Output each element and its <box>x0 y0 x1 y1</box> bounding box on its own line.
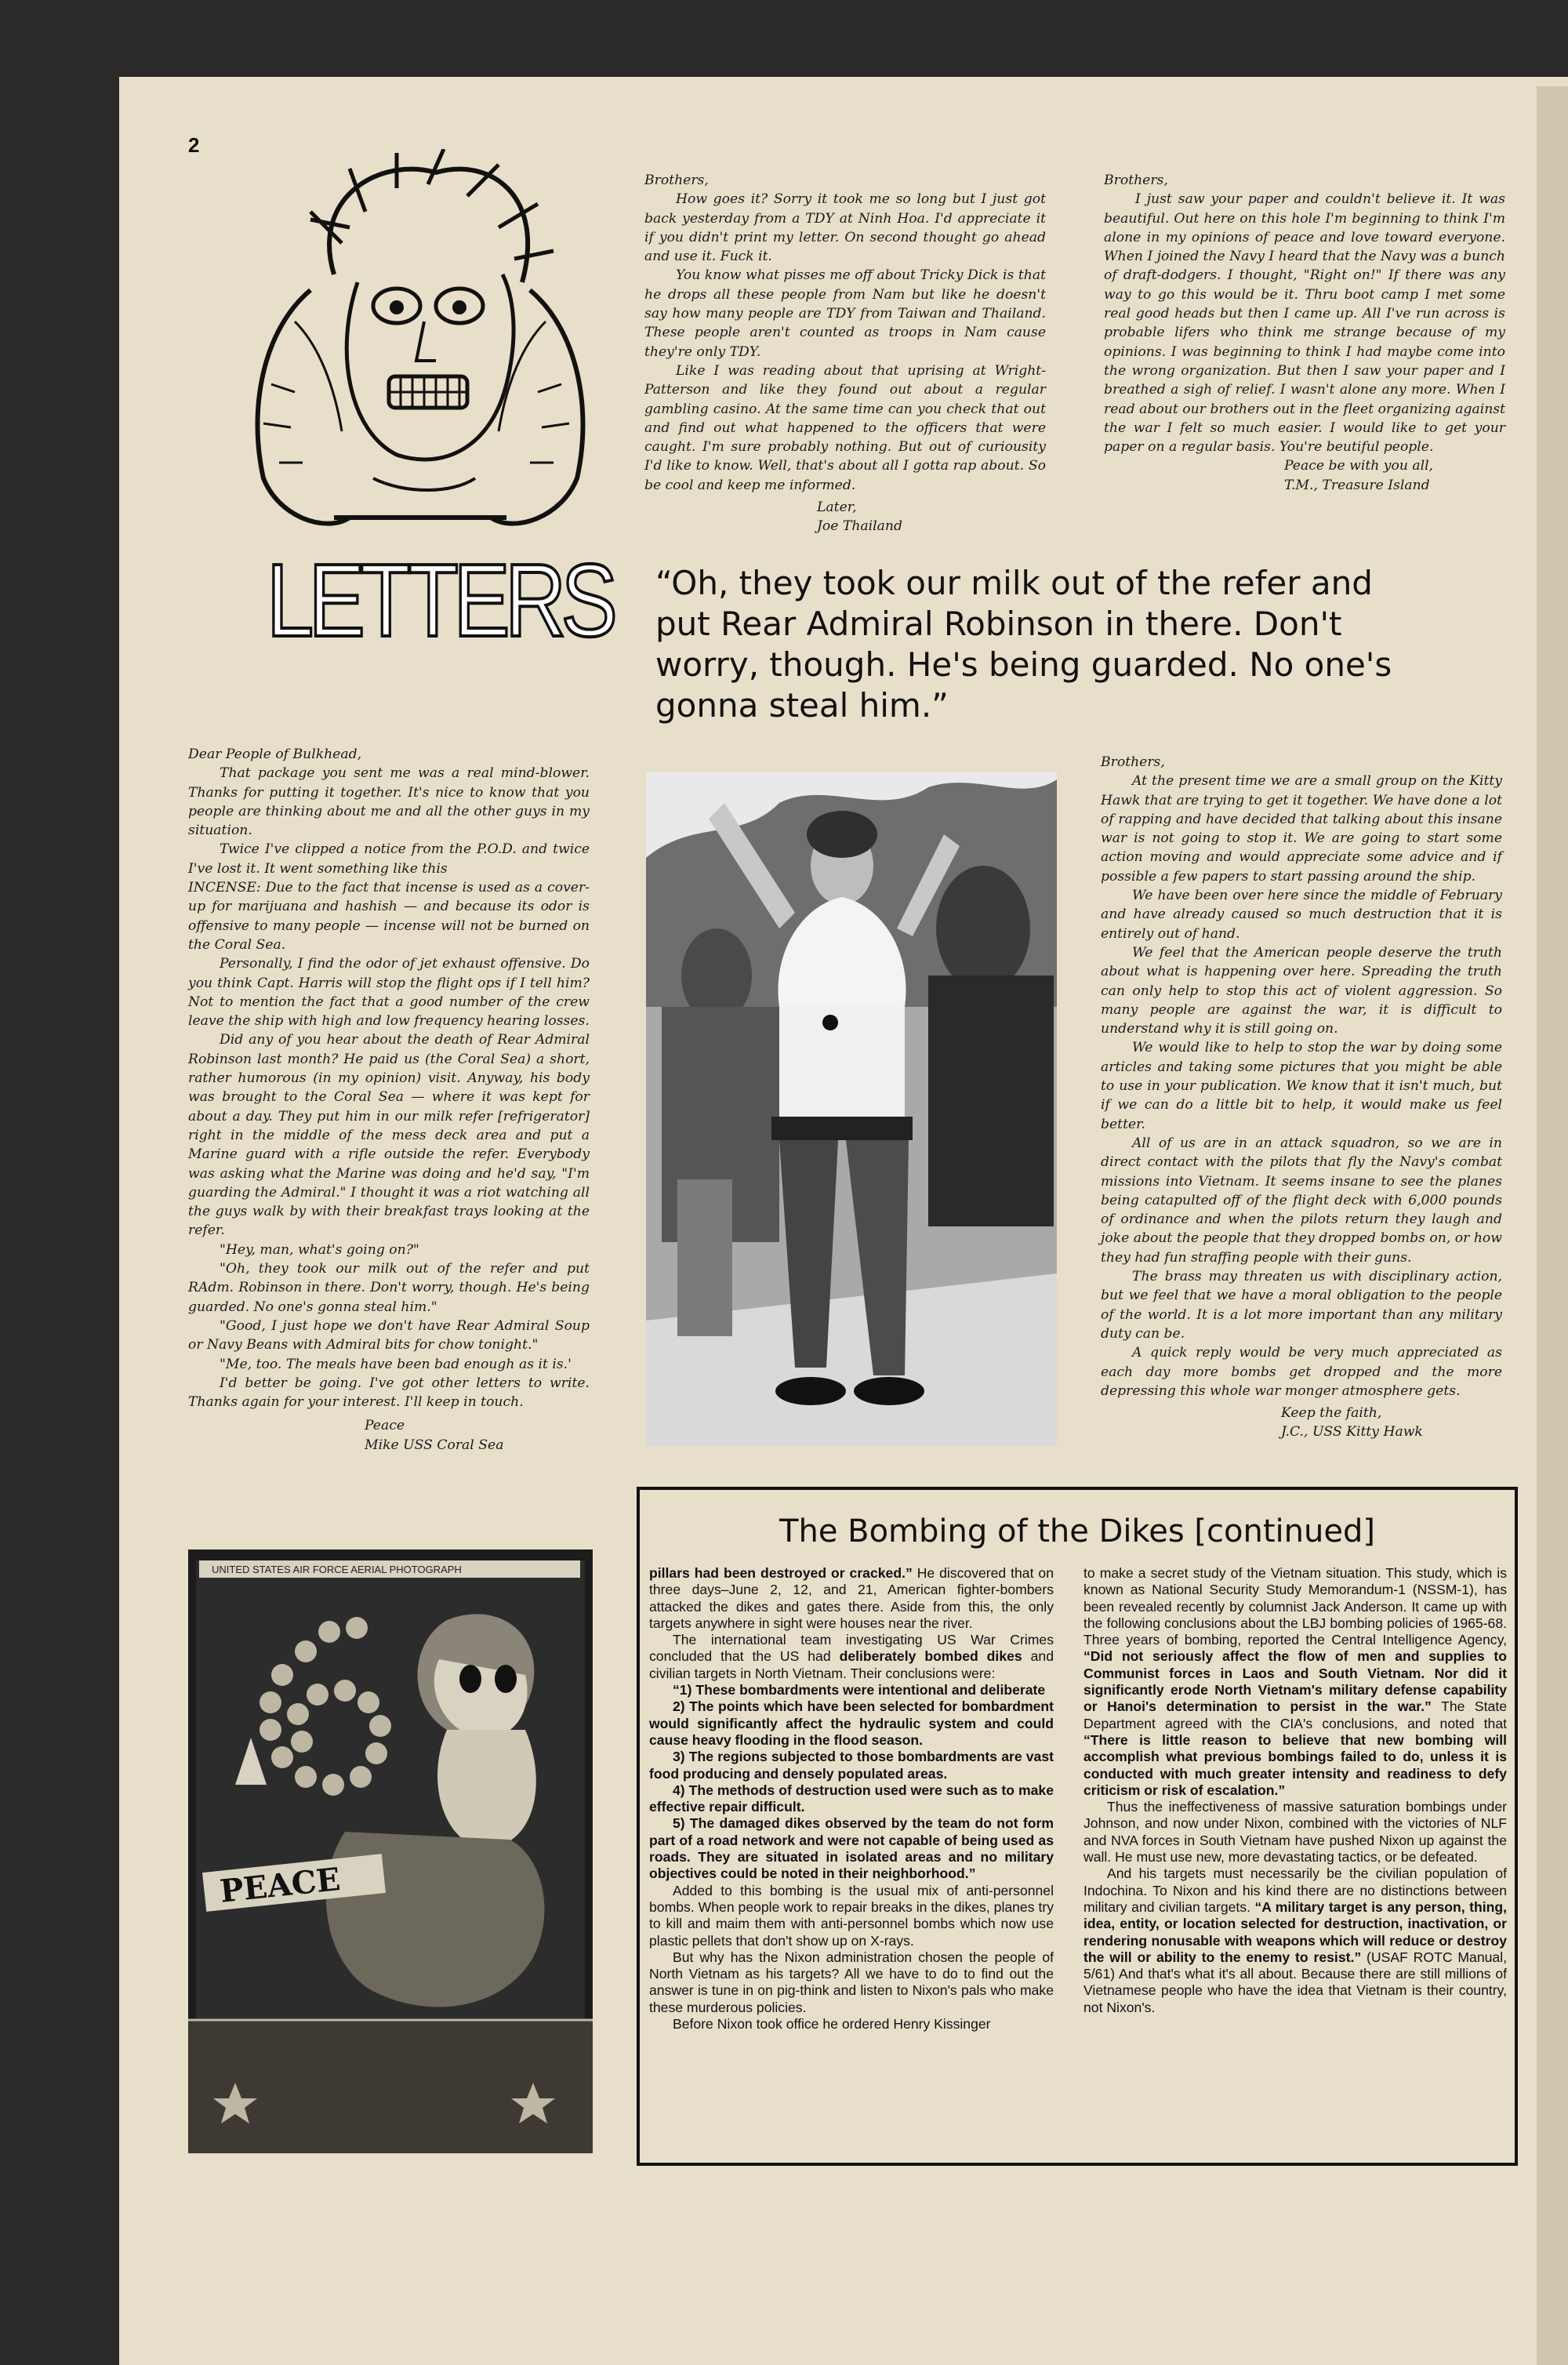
letter-paragraph: I'd better be going. I've got other letters to write. Thanks again for your interest. I'll keep in touch. <box>188 1375 590 1411</box>
article-column-2 <box>1083 1565 1507 2016</box>
article-paragraph: to make a secret study of the Vietnam situation. This study, which is known as National Security Study Memorandum-1 (NSSM-1), has been revealed recently by columnist Jack Anderson. It came up with the following conclusions about the LBJ bombing policies of 1965-68. Three years of bombing, reported the Central Intelligence Agency, “Did not seriously affect the flow of men and supplies to Communist forces in Laos and South Vietnam. Nor did it significantly erode North Vietnam's military defense capability or Hanoi's determination to persist in the war.” The State Department agreed with the CIA's conclusions, and noted that “There is little reason to believe that new bombing will accomplish what previous bombings failed to do, unless it is conducted with much greater intensity and readiness to defy criticism or risk of escalation.” <box>1083 1565 1508 1798</box>
article-paragraph: “1) These bombardments were intentional and deliberate <box>673 1682 1046 1698</box>
letter-paragraph: A quick reply would be very much appreciated as each day more bombs get dropped and the more depressing this whole war monger atmosphere gets. <box>1101 1345 1502 1399</box>
letter-closing: Later, <box>817 500 857 516</box>
letter-paragraph: "Oh, they took our milk out of the refer and put RAdm. Robinson in there. Don't worry, though. He's being guarded. No one's gonna steal him." <box>188 1261 590 1315</box>
letter-paragraph: "Good, I just hope we don't have Rear Admiral Soup or Navy Beans with Admiral bits for chow tonight." <box>188 1317 590 1353</box>
letter-salutation: Dear People of Bulkhead, <box>188 747 362 762</box>
article-column-1 <box>649 1565 1054 2033</box>
letter-signature: Mike USS Coral Sea <box>365 1437 504 1453</box>
page-number: 2 <box>188 133 200 157</box>
letter-mike <box>188 745 590 1455</box>
letter-paragraph: "Hey, man, what's going on?" <box>220 1241 419 1258</box>
letter-paragraph: Personally, I find the odor of jet exhaust offensive. Do you think Capt. Harris will stop the flight ops if I tell him? Not to mention the fact that a good number of the crew leave the ship with high and low frequency hearing losses. <box>188 956 590 1030</box>
letter-paragraph: How goes it? Sorry it took me so long but I just got back yesterday from a TDY at Ninh Hoa. I'd appreciate it if you didn't print my letter. On second thought go ahead and use it. Fuck it. <box>644 191 1046 265</box>
poster-sign-text: PEACE <box>218 1860 343 1910</box>
article-paragraph: The international team investigating US War Crimes concluded that the US had deliberately bombed dikes and civilian targets in North Vietnam. Their conclusions were: <box>649 1632 1054 1681</box>
letter-salutation: Brothers, <box>644 173 709 188</box>
protest-photograph <box>646 772 1057 1446</box>
letter-tm <box>1104 171 1505 495</box>
article-paragraph: Before Nixon took office he ordered Henry Kissinger <box>673 2016 991 2033</box>
letter-paragraph: The brass may threaten us with disciplinary action, but we feel that we have a moral obligation to the people of the world. It is a lot more important than any military duty can be. <box>1101 1269 1502 1342</box>
article-paragraph: 3) The regions subjected to those bombardments are vast food producing and densely populated areas. <box>649 1749 1054 1782</box>
pull-quote: “Oh, they took our milk out of the refer and put Rear Admiral Robinson in there. Don't worry, though. He's being guarded. No one's gonna steal him.” <box>655 564 1392 725</box>
letter-paragraph: All of us are in an attack squadron, so we are in direct contact with the pilots that fly the Navy's combat missions into Vietnam. It seems insane to see the planes being catapulted off of the flight deck with 6,000 pounds of ordinance and when the pilots return they laugh and joke about the people that they dropped bombs on, or how they had fun straffing people with their guns. <box>1101 1135 1502 1266</box>
article-paragraph: 2) The points which have been selected for bombardment would significantly affect the hydraulic system and could cause heavy flooding in the flood season. <box>649 1698 1054 1748</box>
article-paragraph: But why has the Nixon administration chosen the people of North Vietnam as his targets? All we have to do to find out the answer is tune in on pig-think and listen to Nixon's pals who make these murderous policies. <box>649 1949 1054 2015</box>
letter-paragraph: We feel that the American people deserve the truth about what is happening over here. Spreading the truth can only help to stop this act of violent aggression. So many people are against the war, it is difficult to understand why it is still going on. <box>1101 944 1502 1037</box>
letter-signature: T.M., Treasure Island <box>1284 477 1430 493</box>
letter-signature: Joe Thailand <box>817 518 902 535</box>
article-paragraph: Added to this bombing is the usual mix of anti-personnel bombs. When people work to repair breaks in the dikes, planes try to kill and maim them with anti-personnel bombs which now use plastic pellets that don't show up on X-rays. <box>649 1882 1054 1949</box>
letter-paragraph: We would like to help to stop the war by doing some articles and taking some pictures that you might be able to use in your publication. We know that it isn't much, but if we can do a little bit to help, it would make us feel better. <box>1101 1040 1502 1132</box>
letter-jc <box>1101 753 1502 1442</box>
section-title-letters: LETTERS <box>267 543 613 658</box>
article-paragraph: 5) The damaged dikes observed by the team do not form part of a road network and were not capable of being used as roads. They are situated in isolated areas and no military objectives could be noted in their neighborhood.” <box>649 1815 1054 1882</box>
letter-paragraph: Did any of you hear about the death of Rear Admiral Robinson last month? He paid us (the Coral Sea) a short, rather humorous (in my opinion) visit. Anyway, his body was brought to the Coral Sea — where it was kept for about a day. They put him in our milk refer [refrigerator] right in the middle of the mess deck area and put a Marine guard with a rifle outside the refer. Everybody was asking what the Marine was doing and he'd say, "I'm guarding the Admiral." I thought it was a riot watching all the guys walk by with their breakfast trays looking at the refer. <box>188 1032 590 1239</box>
letter-closing: Peace be with you all, <box>1284 458 1434 474</box>
letter-paragraph: I just saw your paper and couldn't believe it. It was beautiful. Out here on this hole I'm beginning to think I'm alone in my opinions of peace and love toward everyone. When I joined the Navy I heard that the Navy was a bunch of draft-dodgers. I thought, "Right on!" If there was any way to go this would be it. Thru boot camp I met some real good heads but then I came up. All I've run across is probable lifers who think me strange because of my opinions. I was beginning to think I had maybe come into the wrong organization. But then I saw your paper and I breathed a sigh of relief. I wasn't alone any more. When I read about our brothers out in the fleet organizing against the war I felt so much easier. I would like to get your paper on a regular basis. You're beutiful people. <box>1104 191 1505 456</box>
article-paragraph: pillars had been destroyed or cracked.” He discovered that on three days–June 2, 12, and 21, American fighter-bombers attacked the dikes and gates there. Aside from this, the only targets anywhere in sight were houses near the river. <box>649 1565 1054 1631</box>
letter-joe <box>644 171 1046 536</box>
article-bombing-of-the-dikes <box>637 1487 1518 2166</box>
article-title: The Bombing of the Dikes [continued] <box>779 1513 1375 1549</box>
letter-paragraph: Twice I've clipped a notice from the P.O.D. and twice I've lost it. It went something like this <box>188 841 590 877</box>
poster-banner-text: UNITED STATES AIR FORCE AERIAL PHOTOGRAPH <box>212 1564 462 1575</box>
article-paragraph: 4) The methods of destruction used were such as to make effective repair difficult. <box>649 1782 1054 1815</box>
letter-salutation: Brothers, <box>1104 173 1168 188</box>
cartoon-distressed-man-illustration <box>216 149 624 541</box>
next-page-edge <box>1537 86 1568 2365</box>
letter-paragraph: INCENSE: Due to the fact that incense is used as a cover-up for marijuana and hashish — and because its odor is offensive to many people — incense will not be burned on the Coral Sea. <box>188 880 590 953</box>
letter-paragraph: We have been over here since the middle of February and have already caused so much destruction that it is entirely out of hand. <box>1101 888 1502 942</box>
letter-closing: Peace <box>365 1418 405 1434</box>
letter-paragraph: That package you sent me was a real mind-blower. Thanks for putting it together. It's nice to know that you people are thinking about me and all the other guys in my situation. <box>188 765 590 839</box>
letter-signature: J.C., USS Kitty Hawk <box>1281 1424 1423 1440</box>
letter-paragraph: At the present time we are a small group on the Kitty Hawk that are trying to get it together. We have done a lot of rapping and have decided that talking about this insane war is not going to stop it. We are going to start some action moving and would appreciate some advice and if possible a few papers to start passing around the ship. <box>1101 773 1502 885</box>
letter-paragraph: You know what pisses me off about Tricky Dick is that he drops all these people from Nam but like he doesn't say how many people are TDY from Taiwan and Thailand. These people aren't counted as troops in Nam cause they're only TDY. <box>644 267 1046 360</box>
letter-closing: Keep the faith, <box>1281 1405 1382 1422</box>
letter-salutation: Brothers, <box>1101 754 1165 770</box>
article-paragraph: Thus the ineffectiveness of massive saturation bombings under Johnson, and now under Nixon, combined with the victories of NLF and NVA forces in South Vietnam have pushed Nixon up against the wall. He must use new, more devastating tactics, or be defeated. <box>1083 1799 1507 1865</box>
peace-poster-illustration <box>188 1549 593 2153</box>
article-paragraph: And his targets must necessarily be the civilian population of Indochina. To Nixon and his kind there are no distinctions between military and civilian targets. “A military target is any person, thing, idea, entity, or location selected for destruction, inactivation, or rendering nonusable with weapons which will reduce or destroy the will or ability to the enemy to resist.” (USAF ROTC Manual, 5/61) And that's what it's all about. Because there are still millions of Vietnamese people who have the idea that Vietnam is their country, not Nixon's. <box>1083 1865 1507 2015</box>
letter-paragraph: Like I was reading about that uprising at Wright-Patterson and like they found out about a regular gambling casino. At the same time can you check that out and find out what happened to the officers that were caught. I'm sure probably nothing. But out of curiousity I'd like to know. Well, that's about all I gotta rap about. So be cool and keep me informed. <box>644 362 1046 493</box>
letter-paragraph: "Me, too. The meals have been bad enough as it is.' <box>220 1356 572 1372</box>
